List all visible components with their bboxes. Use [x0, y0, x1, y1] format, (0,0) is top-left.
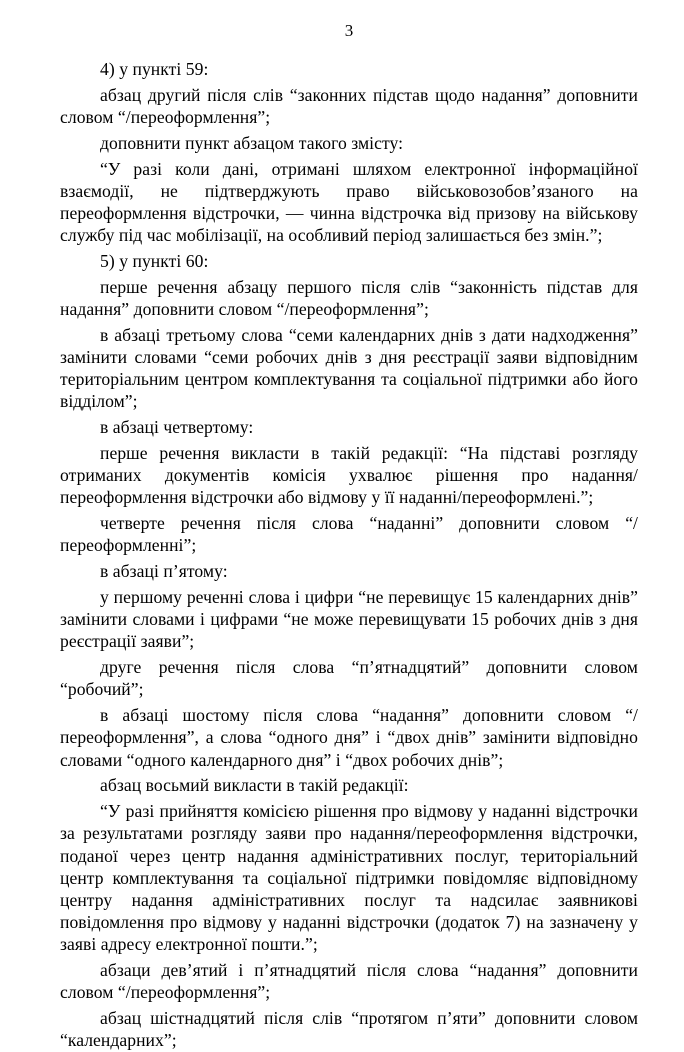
paragraph: четверте речення після слова “наданні” доповнити словом “/переоформленні”; — [60, 513, 638, 556]
paragraph: в абзаці четвертому: — [100, 417, 254, 438]
paragraph: в абзаці шостому після слова “надання” доповнити словом “/переоформлення”, а слова “одного дня” і “двох днів” замінити відповідно словами “одного календарного дня” і “двох робочих днів”; — [60, 705, 638, 770]
paragraph: абзац шістнадцятий після слів “протягом п’яти” доповнити словом “календарних”; — [60, 1008, 638, 1051]
paragraph: перше речення викласти в такій редакції: “На підставі розгляду отриманих документів комісія ухвалює рішення про надання/ переоформлення відстрочки або відмову у її наданні/переоформлені.”; — [60, 443, 638, 508]
paragraph: абзац другий після слів “законних підстав щодо надання” доповнити словом “/переоформлення”; — [60, 84, 638, 127]
paragraph: перше речення абзацу першого після слів “законність підстав для надання” доповнити словом “/переоформлення”; — [60, 276, 638, 319]
paragraph: абзац восьмий викласти в такій редакції: — [100, 775, 409, 796]
page-number: 3 — [344, 21, 354, 40]
paragraph: доповнити пункт абзацом такого змісту: — [100, 132, 404, 153]
document-body — [60, 58, 638, 1052]
quoted-paragraph: “У разі коли дані, отримані шляхом електронної інформаційної взаємодії, не підтверджують право військовозобов’язаного на переоформлення відстрочки, — чинна відстрочка від призову на військову службу під час мобілізації, на особливий період залишається без змін.”; — [60, 158, 638, 246]
quoted-paragraph: “У разі прийняття комісією рішення про відмову у наданні відстрочки за результатами розгляду заяви про надання/переоформлення відстрочки, поданої через центр надання адміністративних послуг, територіальний центр комплектування та соціальної підтримки повідомляє відповідному центру надання адміністративних послуг та надсилає заявникові повідомлення про відмову у наданні відстрочки (додаток 7) на зазначену у заяві адресу електронної пошти.”; — [60, 801, 638, 955]
paragraph: в абзаці третьому слова “семи календарних днів з дати надходження” замінити словами “семи робочих днів з дня реєстрації заяви відповідним територіальним центром комплектування та соціальної підтримки або його відділом”; — [60, 324, 638, 412]
paragraph: абзаци дев’ятий і п’ятнадцятий після слова “надання” доповнити словом “/переоформлення”; — [60, 960, 638, 1003]
paragraph: друге речення після слова “п’ятнадцятий” доповнити словом “робочий”; — [60, 657, 638, 700]
paragraph-item-5: 5) у пункті 60: — [100, 251, 209, 271]
paragraph: в абзаці п’ятому: — [100, 561, 228, 582]
paragraph: у першому реченні слова і цифри “не перевищує 15 календарних днів” замінити словами і цифрами “не може перевищувати 15 робочих днів з дня реєстрації заяви”; — [60, 587, 638, 652]
paragraph-item-4: 4) у пункті 59: — [100, 59, 209, 79]
